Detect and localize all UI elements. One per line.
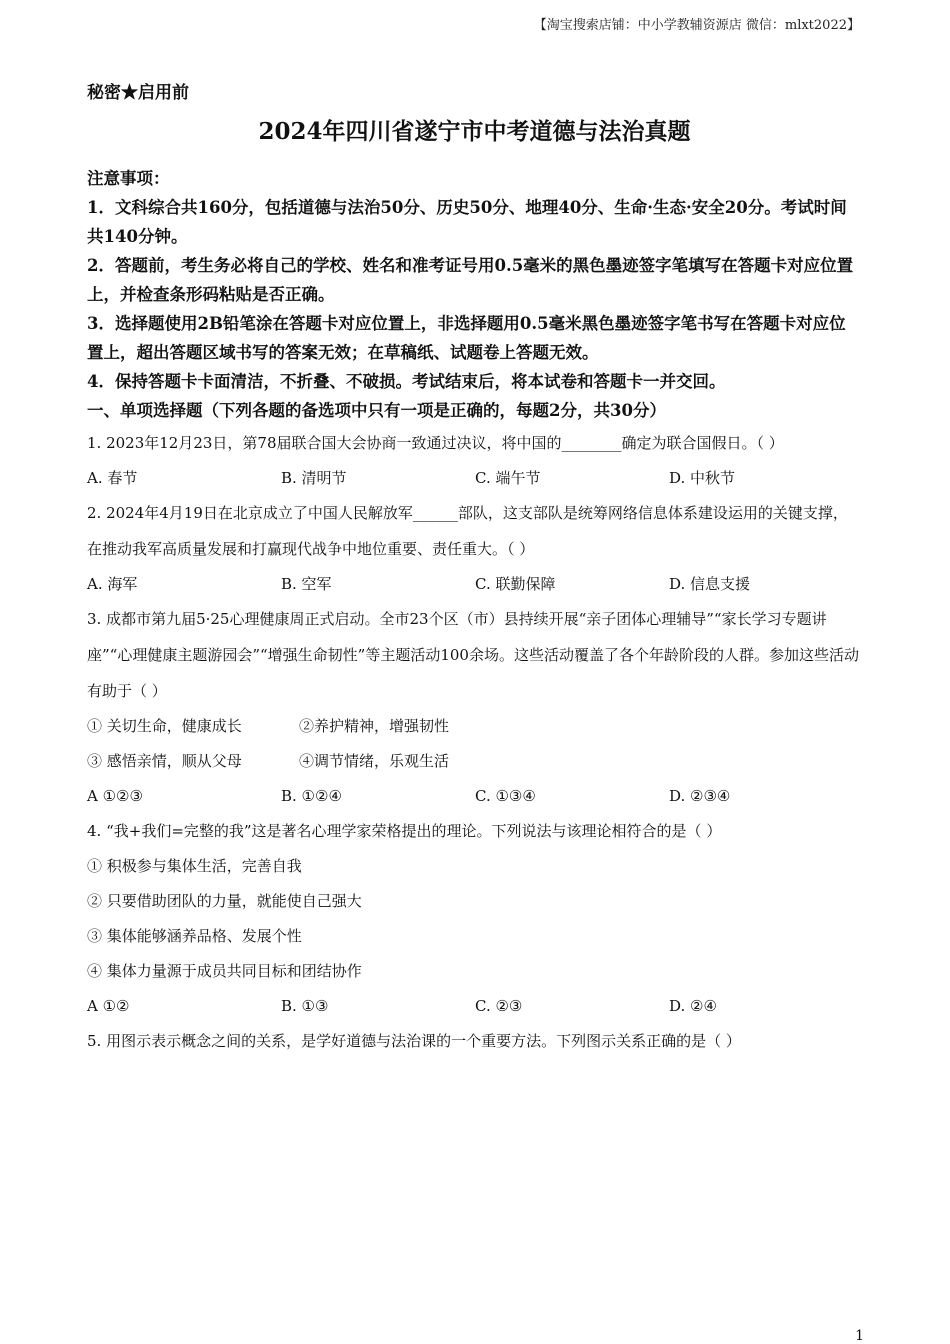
question-stem: 1. 2023年12月23日，第78届联合国大会协商一致通过决议，将中国的________确定为联合国假日。（ ） [87, 434, 784, 452]
notice-heading: 注意事项： [87, 169, 170, 188]
question-5 [87, 1023, 862, 1059]
answer-options [87, 989, 862, 1023]
page-title: 2024年四川省遂宁市中考道德与法治真题 [258, 118, 691, 145]
option-b: B. 空军 [281, 575, 332, 593]
statement-item: ① 关切生命，健康成长 [87, 717, 242, 735]
option-b: B. ①②④ [281, 787, 342, 805]
option-d: D. ②③④ [669, 787, 731, 805]
option-d: D. 信息支援 [669, 575, 751, 593]
option-d: D. 中秋节 [669, 469, 736, 487]
page-number: 1 [855, 1328, 864, 1344]
question-stem: 4. “我+我们=完整的我”这是著名心理学家荣格提出的理论。下列说法与该理论相符合的是（ ） [87, 822, 722, 840]
answer-options [87, 567, 862, 601]
statement-item: ③ 感悟亲情，顺从父母 [87, 752, 242, 770]
statement-row [87, 744, 862, 779]
question-stem: 3. 成都市第九届5·25心理健康周正式启动。全市23个区（市）县持续开展“亲子团体心理辅导”“家长学习专题讲座”“心理健康主题游园会”“增强生命韧性”等主题活动100余场。这些活动覆盖了各个年龄阶段的人群。参加这些活动有助于（ ） [87, 610, 859, 700]
statement-item: ① 积极参与集体生活，完善自我 [87, 857, 302, 875]
option-a: A ①②③ [87, 787, 143, 805]
statement-item: ② 只要借助团队的力量，就能使自己强大 [87, 892, 362, 910]
option-c: C. 联勤保障 [475, 575, 556, 593]
question-1 [87, 425, 862, 495]
exam-page [87, 78, 862, 1059]
option-a: A. 春节 [87, 469, 138, 487]
question-4 [87, 813, 862, 1023]
statement-item: ③ 集体能够涵养品格、发展个性 [87, 927, 302, 945]
option-c: C. 端午节 [475, 469, 541, 487]
statement-row [87, 709, 862, 744]
statement-item: ②养护精神，增强韧性 [299, 717, 450, 735]
notice-item: 2．答题前，考生务必将自己的学校、姓名和准考证号用0.5毫米的黑色墨迹签字笔填写在答题卡对应位置上，并检查条形码粘贴是否正确。 [87, 256, 854, 304]
notice-item: 1．文科综合共160分，包括道德与法治50分、历史50分、地理40分、生命·生态·安全20分。考试时间共140分钟。 [87, 198, 847, 246]
answer-options [87, 779, 862, 813]
option-d: D. ②④ [669, 997, 717, 1015]
option-c: C. ②③ [475, 997, 523, 1015]
section-heading: 一、单项选择题（下列各题的备选项中只有一项是正确的，每题2分，共30分） [87, 401, 666, 420]
notice-block [87, 164, 862, 396]
question-stem: 5. 用图示表示概念之间的关系，是学好道德与法治课的一个重要方法。下列图示关系正确的是（ ） [87, 1032, 741, 1050]
statement-item: ④ 集体力量源于成员共同目标和团结协作 [87, 962, 362, 980]
header-watermark: 【淘宝搜索店铺：中小学教辅资源店 微信：mlxt2022】 [533, 18, 860, 33]
answer-options [87, 461, 862, 495]
option-b: B. 清明节 [281, 469, 347, 487]
statement-item: ④调节情绪，乐观生活 [299, 752, 450, 770]
question-stem: 2. 2024年4月19日在北京成立了中国人民解放军______部队，这支部队是统筹网络信息体系建设运用的关键支撑，在推动我军高质量发展和打赢现代战争中地位重要、责任重大。（ ） [87, 504, 848, 558]
option-a: A ①② [87, 997, 130, 1015]
option-a: A. 海军 [87, 575, 138, 593]
secret-label: 秘密★启用前 [87, 83, 189, 103]
notice-item: 4．保持答题卡卡面清洁，不折叠、不破损。考试结束后，将本试卷和答题卡一并交回。 [87, 372, 726, 391]
option-c: C. ①③④ [475, 787, 536, 805]
option-b: B. ①③ [281, 997, 329, 1015]
notice-item: 3．选择题使用2B铅笔涂在答题卡对应位置上，非选择题用0.5毫米黑色墨迹签字笔书写在答题卡对应位置上，超出答题区域书写的答案无效；在草稿纸、试题卷上答题无效。 [87, 314, 846, 362]
question-3 [87, 601, 862, 813]
question-2 [87, 495, 862, 601]
